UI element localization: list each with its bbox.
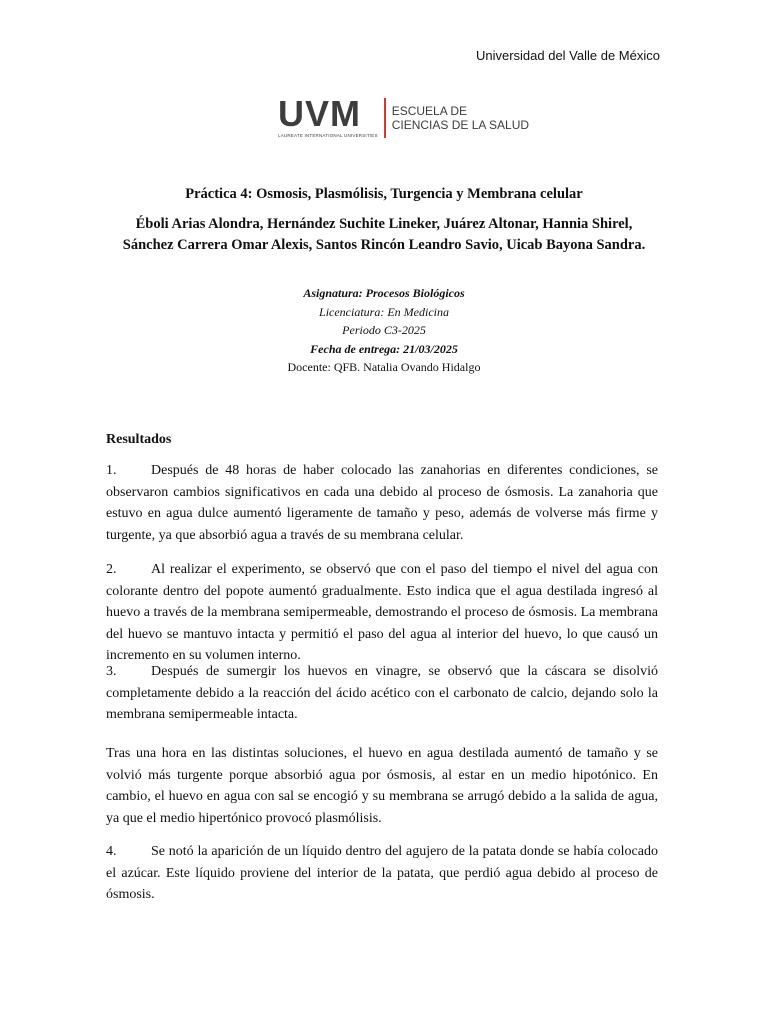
paragraph-text: Al realizar el experimento, se observó que con el paso del tiempo el nivel del agua con colorante dentro del popote aumentó gradualmente. Esto indica que el agua destilada ingresó al huevo a través de la membrana semipermeable, demostrando el proceso de ósmosis. La membrana del huevo se mantuvo intacta y permitió el paso del agua al interior del huevo, lo que causó un incremento en su volumen interno. (106, 562, 658, 663)
school-line-2: CIENCIAS DE LA SALUD (391, 118, 530, 132)
logo-subtitle: LAUREATE INTERNATIONAL UNIVERSITIES (278, 132, 378, 138)
paragraph-3 (106, 661, 658, 726)
university-name: Universidad del Valle de México (475, 48, 660, 63)
school-line-1: ESCUELA DE (391, 104, 468, 118)
paragraph-text: Después de 48 horas de haber colocado las zanahorias en diferentes condiciones, se observaron cambios significativos en cada una debido al proceso de ósmosis. La zanahoria que estuvo en agua dulce aumentó ligeramente de tamaño y peso, además de volverse más firme y turgente, ya que absorbió agua a través de su membrana celular. (106, 463, 658, 543)
paragraph-text: Después de sumergir los huevos en vinagre, se observó que la cáscara se disolvió completamente debido a la reacción del ácido acético con el carbonato de calcio, dejando solo la membrana semipermeable intacta. (106, 664, 658, 722)
logo-mark: UVM (278, 92, 361, 134)
paragraph-text: Tras una hora en las distintas soluciones, el huevo en agua destilada aumentó de tamaño y se volvió más turgente porque absorbió agua por ósmosis, al estar en un medio hipotónico. En cambio, el huevo en agua con sal se encogió y su membrana se arrugó debido a la salida de agua, ya que el medio hipertónico provocó plasmólisis. (106, 746, 658, 826)
section-title: Resultados (106, 432, 172, 447)
course-info (0, 284, 768, 377)
periodo: Periodo C3-2025 (342, 323, 426, 337)
paragraph-number: 2. (106, 562, 117, 577)
authors (0, 214, 768, 256)
logo-divider (384, 98, 386, 138)
authors-line-2: Sánchez Carrera Omar Alexis, Santos Rincón Leandro Savio, Uicab Bayona Sandra. (122, 237, 646, 253)
paragraph-4 (106, 841, 658, 906)
authors-line-1: Éboli Arias Alondra, Hernández Suchite Lineker, Juárez Altonar, Hannia Shirel, (135, 216, 633, 232)
logo-left (278, 92, 378, 138)
paragraph-1 (106, 460, 658, 546)
paragraph-number: 1. (106, 463, 117, 478)
paragraph-number: 4. (106, 844, 117, 859)
paragraph-3b (106, 743, 658, 829)
document-title: Práctica 4: Osmosis, Plasmólisis, Turgencia y Membrana celular (185, 186, 583, 202)
asignatura: Asignatura: Procesos Biológicos (303, 286, 465, 300)
paragraph-2 (106, 559, 658, 667)
paragraph-number: 3. (106, 664, 117, 679)
fecha-entrega: Fecha de entrega: 21/03/2025 (310, 341, 458, 356)
logo-school (392, 104, 529, 132)
uvm-logo (278, 92, 530, 138)
paragraph-text: Se notó la aparición de un líquido dentro del agujero de la patata donde se había colocado el azúcar. Este líquido proviene del interior de la patata, que perdió agua debido al proceso de ósmosis. (106, 844, 658, 902)
licenciatura: Licenciatura: En Medicina (319, 304, 449, 319)
docente: Docente: QFB. Natalia Ovando Hidalgo (287, 360, 481, 374)
